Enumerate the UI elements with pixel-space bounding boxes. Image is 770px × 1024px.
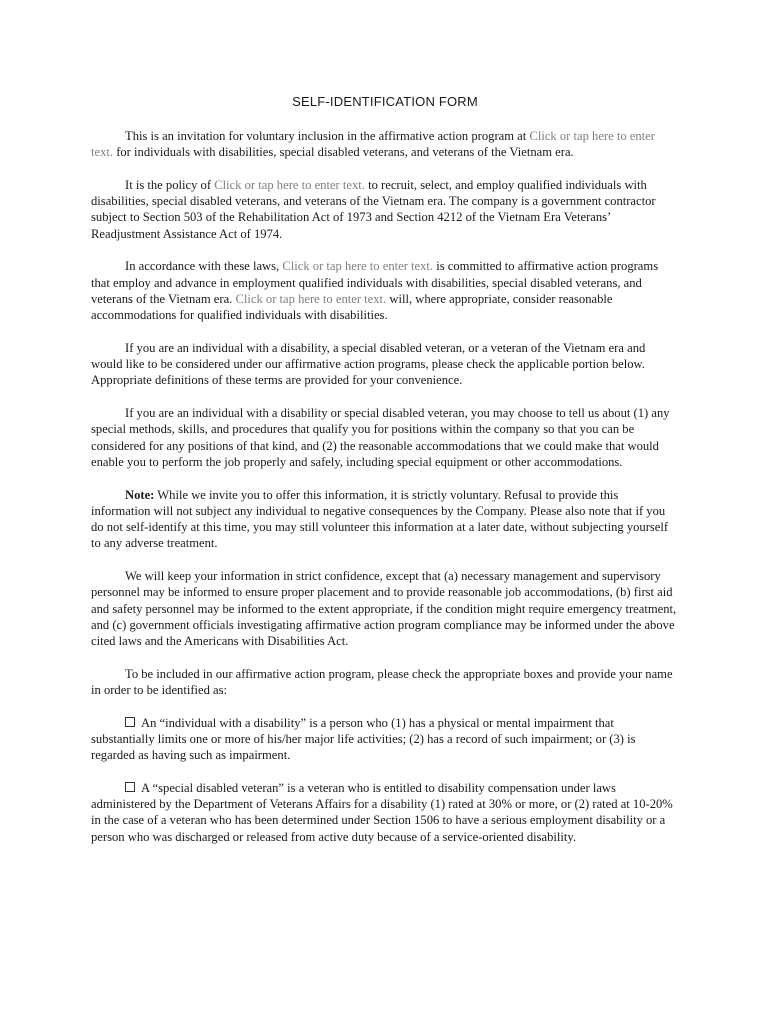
company-name-field[interactable]: Click or tap here to enter text. bbox=[235, 291, 387, 306]
eligibility-paragraph: If you are an individual with a disability, a special disabled veteran, or a veteran of the Vietnam era and would like to be considered under our affirmative action programs, please check the applicable portion below. Appropriate definitions of these terms are provided for your convenience. bbox=[91, 340, 646, 388]
disability-checkbox[interactable] bbox=[125, 717, 135, 727]
company-name-field[interactable]: Click or tap here to enter text. bbox=[91, 129, 655, 160]
company-name-field[interactable]: Click or tap here to enter text. bbox=[214, 177, 365, 192]
policy-paragraph bbox=[91, 177, 679, 242]
company-name-field[interactable]: Click or tap here to enter text. bbox=[282, 259, 434, 274]
page-title: SELF-IDENTIFICATION FORM bbox=[292, 94, 478, 109]
instructions-paragraph: To be included in our affirmative action program, please check the appropriate boxes and provide your name in order to be identified as: bbox=[91, 666, 673, 698]
disability-option bbox=[91, 715, 679, 764]
policy-text: It is the policy of bbox=[125, 177, 215, 192]
invitation-text-end: for individuals with disabilities, special disabled veterans, and veterans of the Vietnam era. bbox=[113, 145, 574, 160]
policy-text-end: to recruit, select, and employ qualified individuals with disabilities, special disabled veterans, and veterans of the Vietnam era. The company is a government contractor subject to Section 503 of the Rehabilitation Act of 1973 and Section 4212 of the Vietnam Era Veterans’ Readjustment Assistance Act of 1974. bbox=[91, 177, 656, 241]
accordance-paragraph bbox=[91, 258, 679, 323]
accordance-text: In accordance with these laws, bbox=[125, 259, 283, 274]
invitation-paragraph bbox=[91, 128, 679, 161]
note-text: While we invite you to offer this information, it is strictly voluntary. Refusal to provide this information will not subject any individual to negative consequences by the Company. Please also note that if you do not self-identify at this time, you may still volunteer this information at a later date, without subjecting yourself to any adverse treatment. bbox=[91, 487, 669, 551]
note-paragraph bbox=[91, 487, 679, 552]
veteran-definition: A “special disabled veteran” is a veteran who is entitled to disability compensation under laws administered by the Department of Veterans Affairs for a disability (1) rated at 30% or more, or (2) rated at 10-20% in the case of a veteran who has been determined under Section 1506 to have a serious employment disability or a person who was discharged or released from active duty because of a service-oriented disability. bbox=[91, 780, 673, 844]
veteran-option bbox=[91, 780, 679, 845]
invitation-text: This is an invitation for voluntary inclusion in the affirmative action program at bbox=[125, 129, 530, 143]
disability-definition: An “individual with a disability” is a person who (1) has a physical or mental impairment that substantially limits one or more of his/her major life activities; (2) has a record of such impairment; or (3) is regarded as having such as impairment. bbox=[91, 715, 636, 763]
confidentiality-paragraph: We will keep your information in strict confidence, except that (a) necessary management and supervisory personnel may be informed to ensure proper placement and to provide reasonable job accommodations, (b) first aid and safety personnel may be informed to the extent appropriate, if the condition might require emergency treatment, and (c) government officials investigating affirmative action program compliance may be informed under the above cited laws and the Americans with Disabilities Act. bbox=[91, 569, 677, 649]
special-disabled-veteran-checkbox[interactable] bbox=[125, 782, 135, 792]
accommodations-paragraph: If you are an individual with a disability or special disabled veteran, you may choose to tell us about (1) any special methods, skills, and procedures that qualify you for positions within the company so that you can be considered for any positions of that kind, and (2) the reasonable accommodations that we could make that would enable you to perform the job properly and safely, including special equipment or other accommodations. bbox=[91, 406, 670, 469]
accordance-text-middle: is committed to affirmative action programs that employ and advance in employment qualified individuals with disabilities, special disabled veterans, and veterans of the Vietnam era. bbox=[91, 259, 659, 306]
accordance-text-end: will, where appropriate, consider reasonable accommodations for qualified individuals with disabilities. bbox=[91, 291, 613, 323]
note-label: Note: bbox=[125, 487, 155, 502]
document-body bbox=[91, 128, 679, 861]
